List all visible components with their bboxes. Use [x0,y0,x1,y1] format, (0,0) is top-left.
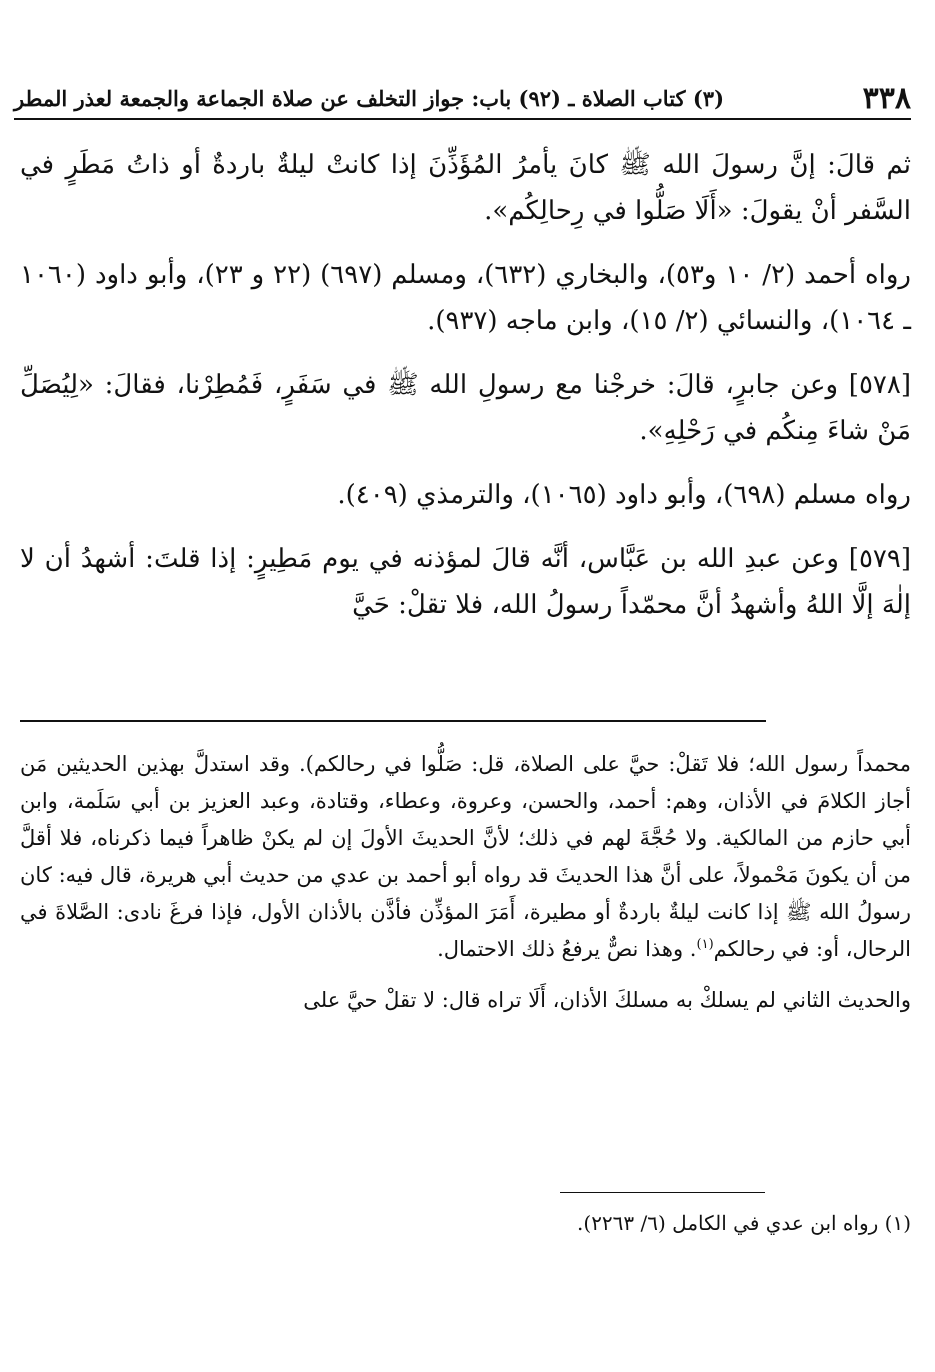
commentary-text-part-1: محمداً رسول الله؛ فلا تَقلْ: حيَّ على الصلاة، قل: صَلُّوا في رحالكم). وقد استدلَّ بهذين الحديثين مَن أجاز الكلامَ في الأذان، وهم: أحمد، والحسن، وعروة، وعطاء، وقتادة، وعبد العزيز بن أبي سَلَمة، وابن أبي حازم من المالكية. ولا حُجَّةَ لهم في ذلك؛ لأنَّ الحديثَ الأولَ إن لم يكنْ ظاهراً فيما ذكرناه، فلا أقلَّ من أن يكونَ مَحْمولاً، على أنَّ هذا الحديثَ قد رواه أبو أحمد بن عدي من حديث أبي هريرة، قال فيه: كان رسولُ الله ﷺ إذا كانت ليلةٌ باردةٌ أو مطيرة، أَمَرَ المؤذِّن فأذَّن بالأذان الأول، فإذا فرغَ نادى: الصَّلاةَ في الرحال، أو: في رحالكم [20,752,911,961]
footnote-reference[interactable]: (١) [696,937,714,952]
commentary-text [20,746,911,1019]
running-title: (٣) كتاب الصلاة ـ (٩٢) باب: جواز التخلف عن صلاة الجماعة والجمعة لعذر المطر [14,85,724,111]
main-text [20,142,911,628]
main-paragraph-1: ثم قالَ: إنَّ رسولَ الله ﷺ كانَ يأمرُ المُؤَذِّنَ إذا كانتْ ليلةٌ باردةٌ أو ذاتُ مَطَرٍ في السَّفر أنْ يقولَ: «أَلَا صَلُّوا في رِحالِكُم». [20,150,911,226]
main-paragraph-5: [٥٧٩] وعن عبدِ الله بن عَبَّاس، أنَّه قالَ لمؤذنه في يوم مَطِيرٍ: إذا قلتَ: أشهدُ أن لا إلٰهَ إلَّا اللهُ وأشهدُ أنَّ محمّداً رسولُ الله، فلا تقلْ: حَيَّ [20,544,911,620]
commentary-paragraph-1 [20,746,911,968]
main-paragraph-3: [٥٧٨] وعن جابرٍ، قالَ: خرجْنا مع رسولِ الله ﷺ في سَفَرٍ، فَمُطِرْنا، فقالَ: «لِيُصَلِّ مَنْ شاءَ مِنكُم في رَحْلِهِ». [20,370,911,446]
commentary-divider [20,720,766,722]
commentary-text-part-2: . وهذا نصٌّ يرفعُ ذلك الاحتمال. [437,937,697,961]
main-paragraph-4: رواه مسلم (٦٩٨)، وأبو داود (١٠٦٥)، والترمذي (٤٠٩). [337,480,911,510]
page-number: ٣٣٨ [862,80,911,116]
commentary-paragraph-2: والحديث الثاني لم يسلكْ به مسلكَ الأذان، أَلَا تراه قال: لا تقلْ حيَّ على [303,988,911,1012]
footnote-divider [560,1192,765,1193]
main-paragraph-2: رواه أحمد (٢/ ١٠ و٥٣)، والبخاري (٦٣٢)، ومسلم (٦٩٧) (٢٢ و ٢٣)، وأبو داود (١٠٦٠ ـ ١٠٦٤)، والنسائي (٢/ ١٥)، وابن ماجه (٩٣٧). [20,260,911,336]
footnote: (١) رواه ابن عدي في الكامل (٦/ ٢٢٦٣). [577,1211,911,1235]
page-header [14,78,911,120]
